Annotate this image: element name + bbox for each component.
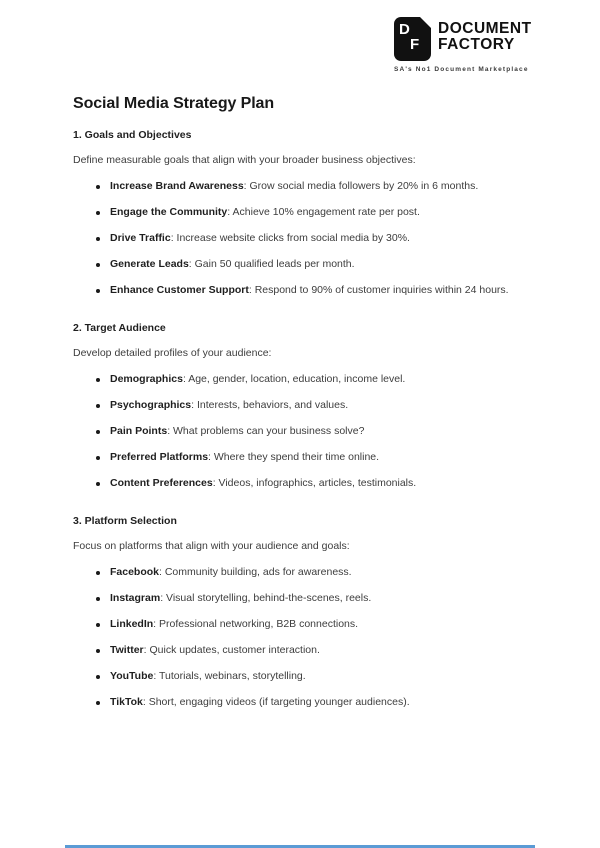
brand-name-line1: DOCUMENT [438,20,532,37]
bullet-item [73,372,535,387]
bullet-text: : Tutorials, webinars, storytelling. [153,670,306,682]
bullet-dot-icon [96,211,100,215]
bullet-dot-icon [96,675,100,679]
logo-letter-f: F [410,36,420,53]
brand-wordmark [438,17,532,52]
bullet-dot-icon [96,237,100,241]
bullet-list [73,565,535,710]
bullet-text: : Visual storytelling, behind-the-scenes, reels. [160,592,372,604]
bullet-text: : Where they spend their time online. [208,451,380,463]
bullet-label: Enhance Customer Support [110,284,249,296]
bullet-dot-icon [96,597,100,601]
section-intro: Develop detailed profiles of your audience: [73,347,272,359]
bullet-dot-icon [96,289,100,293]
section-heading: 3. Platform Selection [73,515,177,527]
bullet-text: : What problems can your business solve? [167,425,365,437]
bullet-item [73,669,535,684]
bullet-text: : Interests, behaviors, and values. [191,399,349,411]
logo-letter-d: D [399,21,410,38]
brand-logo [394,17,536,73]
document-factory-logo-icon [394,17,431,61]
bullet-text: : Respond to 90% of customer inquiries within 24 hours. [248,284,509,296]
bullet-item [73,179,535,194]
section-intro: Focus on platforms that align with your audience and goals: [73,540,350,552]
section-heading: 2. Target Audience [73,322,166,334]
document-section [73,128,535,298]
bullet-text: : Grow social media followers by 20% in 6 months. [243,180,479,192]
bullet-text: : Achieve 10% engagement rate per post. [227,206,420,218]
bullet-list [73,372,535,491]
bullet-text: : Gain 50 qualified leads per month. [188,258,355,270]
bullet-item [73,476,535,491]
page-fold-icon [420,17,431,28]
brand-logo-row [394,17,536,61]
bullet-item [73,591,535,606]
bullet-text: : Quick updates, customer interaction. [143,644,320,656]
document-section [73,321,535,491]
bullet-label: Increase Brand Awareness [110,180,244,192]
bullet-text: : Short, engaging videos (if targeting younger audiences). [142,696,410,708]
bullet-label: Engage the Community [110,206,228,218]
brand-name-line2: FACTORY [438,35,515,53]
bullet-dot-icon [96,404,100,408]
sections-container [73,128,535,710]
document-section [73,514,535,710]
bullet-label: Psychographics [110,399,192,411]
bullet-item [73,398,535,413]
bullet-item [73,231,535,246]
bullet-text: : Videos, infographics, articles, testimonials. [212,477,417,489]
bullet-label: Generate Leads [110,258,189,270]
bullet-text: : Increase website clicks from social media by 30%. [170,232,410,244]
bullet-dot-icon [96,701,100,705]
bullet-dot-icon [96,263,100,267]
bullet-item [73,695,535,710]
section-intro: Define measurable goals that align with your broader business objectives: [73,154,416,166]
bullet-item [73,617,535,632]
document-title: Social Media Strategy Plan [73,95,275,112]
bullet-dot-icon [96,571,100,575]
bullet-label: LinkedIn [110,618,154,630]
bullet-dot-icon [96,649,100,653]
bullet-dot-icon [96,482,100,486]
bullet-label: YouTube [110,670,154,682]
bullet-dot-icon [96,623,100,627]
bullet-label: Instagram [110,592,161,604]
bullet-dot-icon [96,185,100,189]
bullet-label: Facebook [110,566,160,578]
bullet-label: Twitter [110,644,144,656]
section-heading: 1. Goals and Objectives [73,129,192,141]
bullet-item [73,283,535,298]
bullet-list [73,179,535,298]
bullet-item [73,257,535,272]
bullet-item [73,205,535,220]
bullet-label: Drive Traffic [110,232,171,244]
bullet-label: Content Preferences [110,477,213,489]
bullet-label: TikTok [110,696,143,708]
bullet-text: : Professional networking, B2B connections. [153,618,359,630]
bullet-dot-icon [96,456,100,460]
bullet-text: : Age, gender, location, education, income level. [182,373,406,385]
bullet-item [73,450,535,465]
bullet-item [73,424,535,439]
bullet-item [73,643,535,658]
bullet-label: Preferred Platforms [110,451,209,463]
bullet-text: : Community building, ads for awareness. [159,566,352,578]
bullet-dot-icon [96,430,100,434]
bullet-label: Demographics [110,373,183,385]
bullet-item [73,565,535,580]
bullet-label: Pain Points [110,425,168,437]
brand-tagline: SA's No1 Document Marketplace [394,66,529,73]
bullet-dot-icon [96,378,100,382]
